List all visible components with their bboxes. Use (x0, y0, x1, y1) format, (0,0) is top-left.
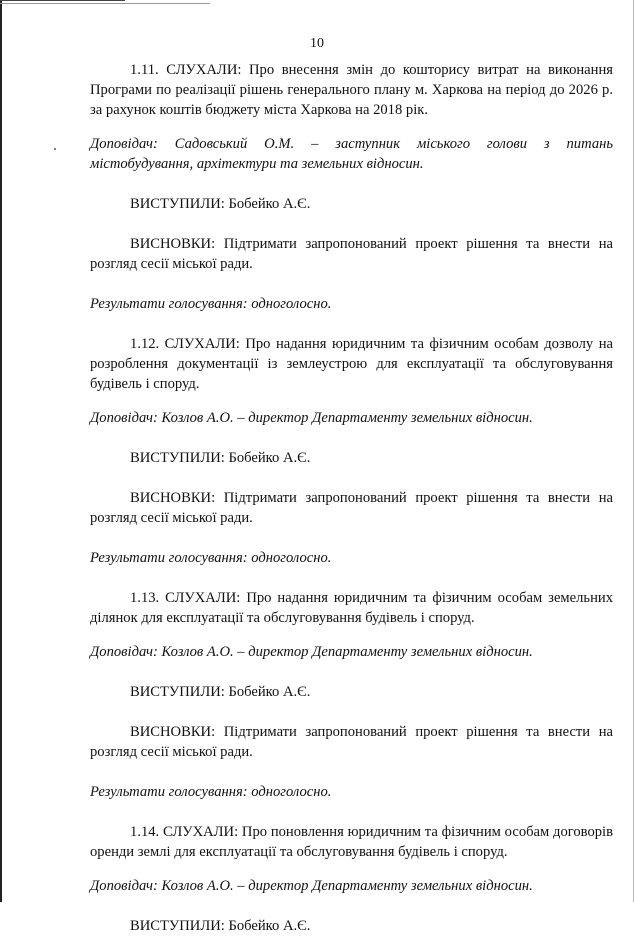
item-spoke: ВИСТУПИЛИ: Бобейко А.Є. (130, 684, 311, 700)
item-conclusions: ВИСНОВКИ: Підтримати запропонований проект рішення та внести на розгляд сесії міської ради. (90, 724, 613, 760)
item-vote: Результати голосування: одноголосно. (90, 784, 332, 800)
item-speaker: Доповідач: Садовський О.М. – заступник міського голови з питань містобудування, архітектури та земельних відносин. (90, 136, 613, 172)
scan-top-edge-faint (0, 3, 210, 4)
item-vote: Результати голосування: одноголосно. (90, 296, 332, 312)
item-heard: 1.12. СЛУХАЛИ: Про надання юридичним та фізичним особам дозволу на розроблення документації із землеустрою для експлуатації та обслуговування будівель і споруд. (90, 336, 613, 392)
item-vote: Результати голосування: одноголосно. (90, 550, 332, 566)
scan-left-edge (0, 0, 2, 902)
item-speaker: Доповідач: Козлов А.О. – директор Департаменту земельних відносин. (90, 410, 533, 426)
item-conclusions: ВИСНОВКИ: Підтримати запропонований проект рішення та внести на розгляд сесії міської ради. (90, 236, 613, 272)
item-speaker: Доповідач: Козлов А.О. – директор Департаменту земельних відносин. (90, 878, 533, 894)
item-speaker: Доповідач: Козлов А.О. – директор Департаменту земельних відносин. (90, 644, 533, 660)
page-number: 10 (310, 36, 324, 51)
item-conclusions: ВИСНОВКИ: Підтримати запропонований проект рішення та внести на розгляд сесії міської ради. (90, 490, 613, 526)
document-body (90, 60, 613, 936)
scan-speck (54, 148, 56, 150)
item-heard: 1.13. СЛУХАЛИ: Про надання юридичним та фізичним особам земельних ділянок для експлуатації та обслуговування будівель і споруд. (90, 590, 613, 626)
item-heard: 1.14. СЛУХАЛИ: Про поновлення юридичним та фізичним особам договорів оренди землі для експлуатації та обслуговування будівель і споруд. (90, 824, 613, 860)
item-spoke: ВИСТУПИЛИ: Бобейко А.Є. (130, 196, 311, 212)
item-spoke: ВИСТУПИЛИ: Бобейко А.Є. (130, 918, 311, 934)
item-heard: 1.11. СЛУХАЛИ: Про внесення змін до кошторису витрат на виконання Програми по реалізації рішень генерального плану м. Харкова на період до 2026 р. за рахунок коштів бюджету міста Харкова на 2018 рік. (90, 62, 613, 118)
scan-top-edge (0, 0, 125, 1)
item-spoke: ВИСТУПИЛИ: Бобейко А.Є. (130, 450, 311, 466)
